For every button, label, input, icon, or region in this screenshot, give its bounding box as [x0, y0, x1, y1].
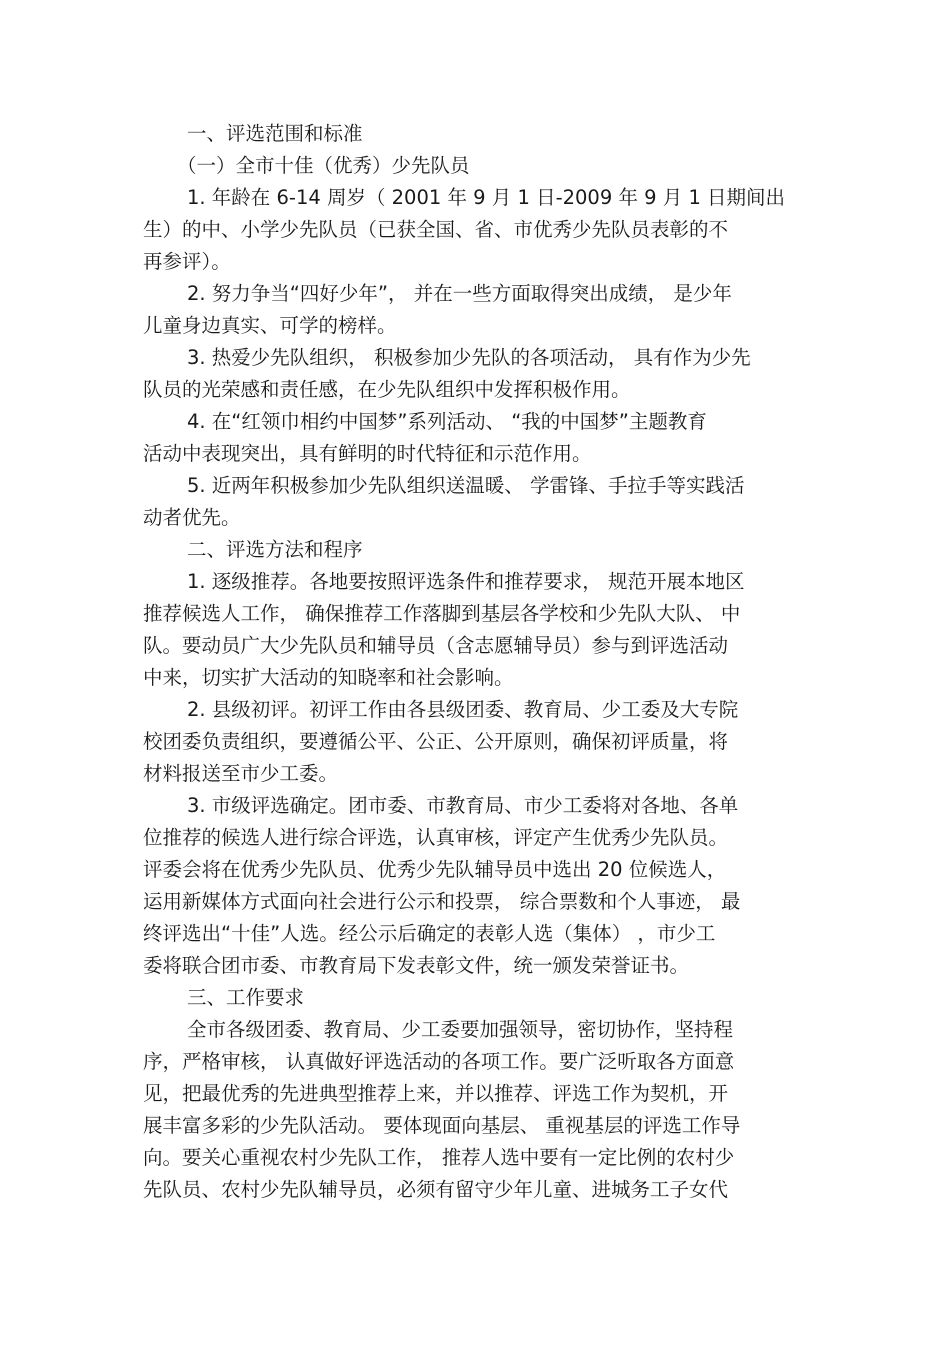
text-line: 运用新媒体方式面向社会进行公示和投票， 综合票数和个人事迹， 最: [143, 890, 741, 913]
text-line: 向。要关心重视农村少先队工作， 推荐人选中要有一定比例的农村少: [143, 1146, 735, 1169]
text-line: 评委会将在优秀少先队员、优秀少先队辅导员中选出 20 位候选人，: [143, 858, 727, 881]
text-line: 序，严格审核， 认真做好评选活动的各项工作。要广泛听取各方面意: [143, 1050, 735, 1073]
text-line: 位推荐的候选人进行综合评选，认真审核，评定产生优秀少先队员。: [143, 826, 729, 849]
text-line: 1. 年龄在 6-14 周岁（ 2001 年 9 月 1 日-2009 年 9 月 1 日期间出: [187, 186, 786, 209]
text-line: 展丰富多彩的少先队活动。 要体现面向基层、 重视基层的评选工作导: [143, 1114, 741, 1137]
section-heading-2: 二、评选方法和程序: [187, 538, 363, 561]
text-line: 动者优先。: [143, 506, 241, 529]
text-line: 3. 市级评选确定。团市委、市教育局、市少工委将对各地、各单: [187, 794, 739, 817]
text-line: 活动中表现突出，具有鲜明的时代特征和示范作用。: [143, 442, 592, 465]
text-line: 3. 热爱少先队组织， 积极参加少先队的各项活动， 具有作为少先: [187, 346, 751, 369]
document-body: [143, 118, 808, 1206]
text-line: 委将联合团市委、市教育局下发表彰文件，统一颁发荣誉证书。: [143, 954, 690, 977]
text-line: 2. 县级初评。初评工作由各县级团委、教育局、少工委及大专院: [187, 698, 739, 721]
text-line: 先队员、农村少先队辅导员，必须有留守少年儿童、进城务工子女代: [143, 1178, 729, 1201]
section-heading-1: 一、评选范围和标准: [187, 122, 363, 145]
text-line: 队员的光荣感和责任感，在少先队组织中发挥积极作用。: [143, 378, 631, 401]
text-line: 1. 逐级推荐。各地要按照评选条件和推荐要求， 规范开展本地区: [187, 570, 745, 593]
text-line: 4. 在“红领巾相约中国梦”系列活动、 “我的中国梦”主题教育: [187, 410, 707, 433]
text-line: 5. 近两年积极参加少先队组织送温暖、 学雷锋、手拉手等实践活: [187, 474, 745, 497]
text-line: 生）的中、小学少先队员（已获全国、省、市优秀少先队员表彰的不: [143, 218, 729, 241]
text-line: 中来，切实扩大活动的知晓率和社会影响。: [143, 666, 514, 689]
text-line: 全市各级团委、教育局、少工委要加强领导，密切协作，坚持程: [187, 1018, 734, 1041]
subsection-heading-1: （一）全市十佳（优秀）少先队员: [177, 154, 470, 177]
text-line: 推荐候选人工作， 确保推荐工作落脚到基层各学校和少先队大队、 中: [143, 602, 741, 625]
section-heading-3: 三、工作要求: [187, 986, 305, 1009]
text-line: 终评选出“十佳”人选。经公示后确定的表彰人选（集体） ，市少工: [143, 922, 716, 945]
text-line: 队。要动员广大少先队员和辅导员（含志愿辅导员）参与到评选活动: [143, 634, 729, 657]
text-line: 校团委负责组织，要遵循公平、公正、公开原则，确保初评质量，将: [143, 730, 729, 753]
text-line: 材料报送至市少工委。: [143, 762, 339, 785]
text-line: 再参评）。: [143, 250, 231, 273]
text-line: 见，把最优秀的先进典型推荐上来，并以推荐、评选工作为契机，开: [143, 1082, 729, 1105]
text-line: 儿童身边真实、可学的榜样。: [143, 314, 397, 337]
text-line: 2. 努力争当“四好少年”， 并在一些方面取得突出成绩， 是少年: [187, 282, 732, 305]
